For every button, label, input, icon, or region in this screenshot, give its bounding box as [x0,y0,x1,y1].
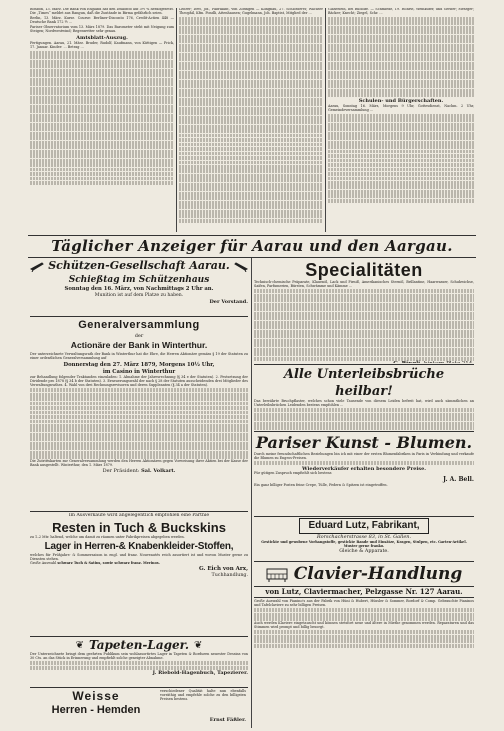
ad-text: Wiederverkäufer erhalten besondere Preise. [301,465,427,472]
ad-date: Donnerstag den 27. März 1879, Morgens 10½ Uhr, [63,361,215,368]
ad-text: zur Behandlung folgender Traktanden einzuladen: 1. Abnahme der Jahresrechnung (§ 34 e der Statuten). 2. Festsetzung der Dividende pro 1878 (§ 34 b der Statuten). 3. Erneuerungswahl der nach § 28 der Statuten ausscheidenden drei Mitglieder des Verwaltungsrathes. 4. Wahl von drei Rechnungsrevisoren und deren Suppleanten (§ 34 a der Statuten). [30,374,248,387]
ad-weisse-hemden [30,689,248,727]
section-heading: Amtsblatt-Auszug. [76,35,128,41]
ad-clavier [254,563,474,728]
ad-pariser-blumen [254,433,474,515]
ad-text: Das bewährte Bruchpflaster, welches schon viele Tausende von diesem Leiden befreit hat, wird auch sämmtlichen an Unterleibsbrüchen Leidenden bestens empfohlen ... [254,399,474,407]
ad-title: Eduard Lutz, Fabrikant, [308,520,420,531]
ad-signature-sub [424,361,474,363]
ad-text: Ein ganz billiger Posten feine Crepe, Tülle, Federn & Spitzen ist eingetroffen. [254,482,388,487]
ad-signature: J. A. Bell. [443,475,474,483]
ad-text: verschiedener Qualität halte nun ebenfalls vorräthig und empfehle solche zu den billigsten Preisen bestens. [160,689,246,701]
ad-text: Große Auswahl von Pianino's aus der Fabrik von Hüni & Hubert, Hüssler & Sommer, Bordorf & Comp. Gebrauchte Pianinos und Tafelclaviere zu sehr billigen Preisen. [254,599,474,607]
ad-text: schwarz Tuch & Satins, sowie schwarz franz. Merinos. [57,560,160,565]
ad-subtitle: Schießtag im Schützenhaus [68,275,210,285]
ad-eduard-lutz [254,518,474,560]
ad-text: Im Ausverkaufe wird angelegentlich empfohlen eine Parthie [68,513,210,518]
news-column-3 [328,8,474,234]
ad-text: zu 1–2 Mtr. haltend, welche um damit zu räumen unter Fabrikpreisen abgegeben werden. [30,535,185,539]
news-paragraph: Lehrer; Dett, Jof., Fabrikant, von Zofingen — Klingnau, 27. Schlosserei; Wächter Theophil, Kfm. Fondli, Attenhausen; Gugelmann, Joh. Baptist, Mitglied der ... [179,8,323,15]
news-paragraph: Berlin, 13. März. Kurse. Course: Berliner-Disconto 176, Credit-Actien 448 — Deutsche Bank 172 ½ ... [30,16,174,24]
ad-resten [30,513,248,635]
ad-unterleib [254,366,474,430]
ad-place: im Casino in Winterthur [102,368,176,375]
ad-text: Für gütigen Zuspruch empfiehlt sich bestens [254,470,332,475]
ad-title: Generalversammlung [78,319,200,331]
ad-label: Große Auswahl [30,560,57,565]
ad-signature: Sal. Volkart. [141,467,176,474]
ad-subtitle: Lager in Herren-& Knabenkleider-Stoffen, [44,540,234,552]
ad-title: Resten in Tuch & Buckskins [52,520,226,535]
news-paragraph: Pariser Observatorium vom 13. März 1879. Das Barometer steht mit Neigung zum Steigen; Nordwestwind; Regenwetter sehr genau. [30,25,174,33]
piano-icon [266,566,288,582]
signature-prefix: Der Präsident: [102,467,140,474]
ad-text: Durch meine freundschaftlichen Beziehungen bin ich mit einer der ersten Blumenfabriken in Paris in Verbindung und verkaufe die Blumen zu Engros-Preisen. [254,452,474,460]
ad-title: Herren - Hemden [51,704,141,716]
ad-signature: Ernst Fäßler. [209,717,246,723]
section-heading: Schulen- und Bürgerschaften. [358,97,444,104]
ad-tapeten [30,638,248,686]
news-paragraph: Glaserlein, bei Rudolfe. — Schmiede, 19. Hohrst, Weinküfer, und Gerber; Metzger; Bäcker; Knecht; Ziegel, Schr. ... [328,8,474,15]
ad-signature: G. Eich von Arx, [198,565,248,572]
ornament-icon: ❦ [75,640,84,651]
ad-title: Pariser Kunst - Blumen. [255,433,473,452]
ornament-icon: ❦ [194,640,203,651]
ad-signature: J. Riebold-Hagenbuch, Tapezierer. [152,670,248,677]
ad-text: Gestickte und gewobene Vorhangstoffe, gestickte Bande und Einsätze, Kragen, Stulpen, etc. Garten-Artikel. Muster gerne franko. [261,540,467,548]
ad-title: Alle Unterleibsbrüche heilbar! [283,367,445,399]
ad-title: Schützen-Gesellschaft Aarau. [48,259,230,272]
ad-signature: Gleiche & Apparate. [339,548,389,554]
ad-title: Clavier-Handlung [293,564,463,584]
ad-text: Der Unterzeichnete bringt dem geehrten Publikum sein wohlassortirtes Lager in Tapeten & Borduren neuester Dessins von 30 Cts. an das Stück in Erinnerung und empfiehlt solche geneigter Abnahme. [30,652,248,660]
news-paragraph: Bonbon, 13. März. Die Bank von England hat den Diskonto auf 3½ % herabgesetzt. Die „Times“ meldet aus Rangun, daß die Zustände in Birma gefährlich seien. [30,8,174,15]
news-column-2 [179,8,323,234]
ad-generalversammlung [30,318,248,510]
ad-subtitle: Actionäre der Bank in Winterthur. [70,340,208,350]
ad-address: Rorschacherstrasse 83, in St. Gallen. [316,534,412,540]
news-column-1 [30,8,174,234]
ad-signature: Der Vorstand. [209,299,248,305]
rifle-icon [30,260,44,272]
ad-text: Technisch-chemische Präparate, Klauenöl, Lack und Firniß, Amerikanisches Sternöl, Brillantine, Haarwasser, Schuhwichse, Saifen, Parfumerien, Bürsten, Schwämme und Kämme ... [254,280,474,288]
ad-text: der [134,333,144,339]
ad-signature-sub: Tuchhandlung. [211,572,248,578]
ad-title: Specialitäten [305,260,423,280]
ad-specialitaeten [254,259,474,363]
ad-text: Die Zutrittskarten zur Generalversammlung werden den Herren Aktionären gegen Vorweisung ihrer Aktien bei der Kasse der Bank ausgestellt. Winterthur, den 1. März 1879. [30,458,248,467]
ad-schuetzen [30,259,248,315]
ad-note: Munition ist auf dem Platze zu haben. [94,293,184,298]
ad-subtitle: von Lutz, Claviermacher, Pelzgasse Nr. 127 Aarau. [254,586,474,598]
ad-signature [393,361,422,363]
ad-text: Der unterzeichnete Verwaltungsrath der Bank in Winterthur hat die Ehre, die Herren Aktionäre gemäss § 19 der Statuten zu einer ordentlichen Generalversammlung auf [30,352,248,360]
news-paragraph: Fertigungen. Aarau, 21. März. Bruder, Rudolf, Kaufmann, von Küttigen — Frick, 17. Januar. Kinder: ... Betrag ... [30,41,174,49]
ad-date: Sonntag den 16. März, von Nachmittags 2 Uhr an. [64,286,214,292]
ad-text: welches für Frühjahrs- & Sommersaison in engl. und franz. Nouveautés reich assortiert ist und wovon Muster gerne zu Diensten stehen. [30,552,248,561]
ad-title: Weisse [72,689,120,703]
rifle-icon [234,260,248,272]
newspaper-banner: Täglicher Anzeiger für Aarau und den Aargau. [51,237,453,255]
ad-title: Tapeten-Lager. [88,638,190,652]
ad-text: Auch werden Klaviere eingetauscht und können stetsfort neue und ältere in Miethe genommen werden. Reparaturen und das Stimmen wird prompt und billig besorgt. [254,620,474,629]
news-paragraph: Aarau, Sonntag 16. März, Morgens 9 Uhr, Gottesdienst, Nachm. 2 Uhr, Gemeindeversammlung ... [328,103,474,112]
